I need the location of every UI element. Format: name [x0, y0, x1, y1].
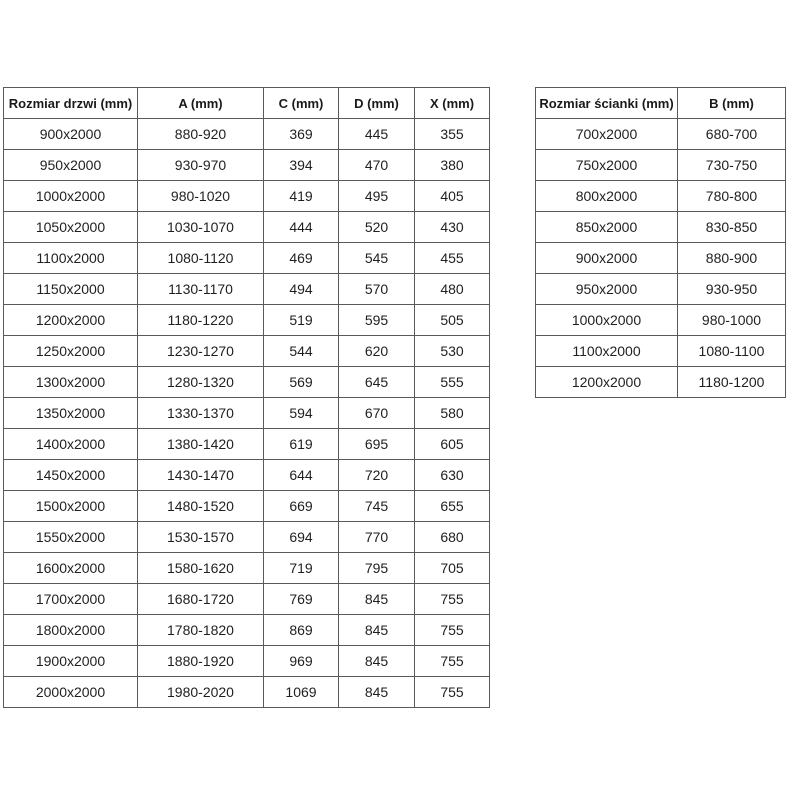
- table-cell: 1069: [264, 677, 339, 708]
- table-cell: 644: [264, 460, 339, 491]
- table-row: [4, 243, 490, 274]
- table-row: [4, 212, 490, 243]
- table-cell: 394: [264, 150, 339, 181]
- table-cell: 1780-1820: [138, 615, 264, 646]
- table-cell: 750x2000: [536, 150, 678, 181]
- door-table-header: [4, 88, 490, 119]
- table-cell: 1000x2000: [4, 181, 138, 212]
- table-cell: 869: [264, 615, 339, 646]
- table-row: [4, 429, 490, 460]
- table-cell: 1550x2000: [4, 522, 138, 553]
- table-cell: 594: [264, 398, 339, 429]
- table-cell: 845: [339, 646, 415, 677]
- table-cell: 645: [339, 367, 415, 398]
- table-cell: 695: [339, 429, 415, 460]
- table-cell: 950x2000: [4, 150, 138, 181]
- table-cell: 1350x2000: [4, 398, 138, 429]
- table-cell: 700x2000: [536, 119, 678, 150]
- table-cell: 355: [415, 119, 490, 150]
- table-row: [4, 305, 490, 336]
- table-cell: 1500x2000: [4, 491, 138, 522]
- header-row: [536, 88, 786, 119]
- table-cell: 705: [415, 553, 490, 584]
- column-header: Rozmiar ścianki (mm): [536, 88, 678, 119]
- table-row: [4, 336, 490, 367]
- table-cell: 444: [264, 212, 339, 243]
- table-cell: 1180-1200: [678, 367, 786, 398]
- table-cell: 380: [415, 150, 490, 181]
- table-cell: 780-800: [678, 181, 786, 212]
- table-cell: 1400x2000: [4, 429, 138, 460]
- table-cell: 880-920: [138, 119, 264, 150]
- table-row: [536, 212, 786, 243]
- table-cell: 1100x2000: [536, 336, 678, 367]
- table-cell: 980-1000: [678, 305, 786, 336]
- table-cell: 930-970: [138, 150, 264, 181]
- table-row: [536, 274, 786, 305]
- table-cell: 655: [415, 491, 490, 522]
- table-cell: 755: [415, 677, 490, 708]
- table-cell: 845: [339, 677, 415, 708]
- table-cell: 619: [264, 429, 339, 460]
- table-cell: 1230-1270: [138, 336, 264, 367]
- table-cell: 670: [339, 398, 415, 429]
- table-cell: 845: [339, 615, 415, 646]
- table-cell: 470: [339, 150, 415, 181]
- table-cell: 1080-1100: [678, 336, 786, 367]
- table-cell: 755: [415, 646, 490, 677]
- table-cell: 1150x2000: [4, 274, 138, 305]
- wall-table-header: [536, 88, 786, 119]
- table-cell: 1480-1520: [138, 491, 264, 522]
- table-cell: 969: [264, 646, 339, 677]
- column-header: A (mm): [138, 88, 264, 119]
- table-cell: 1250x2000: [4, 336, 138, 367]
- table-cell: 1430-1470: [138, 460, 264, 491]
- table-cell: 1800x2000: [4, 615, 138, 646]
- wall-table-body: [536, 119, 786, 398]
- table-cell: 720: [339, 460, 415, 491]
- wall-size-table: [535, 87, 786, 398]
- table-cell: 1030-1070: [138, 212, 264, 243]
- table-cell: 455: [415, 243, 490, 274]
- table-cell: 980-1020: [138, 181, 264, 212]
- table-cell: 469: [264, 243, 339, 274]
- header-row: [4, 88, 490, 119]
- table-row: [536, 336, 786, 367]
- table-cell: 680-700: [678, 119, 786, 150]
- table-cell: 430: [415, 212, 490, 243]
- column-header: D (mm): [339, 88, 415, 119]
- table-row: [4, 119, 490, 150]
- table-cell: 950x2000: [536, 274, 678, 305]
- table-row: [4, 491, 490, 522]
- column-header: C (mm): [264, 88, 339, 119]
- table-cell: 800x2000: [536, 181, 678, 212]
- table-cell: 1600x2000: [4, 553, 138, 584]
- table-cell: 505: [415, 305, 490, 336]
- table-row: [536, 119, 786, 150]
- table-row: [536, 367, 786, 398]
- table-row: [4, 677, 490, 708]
- table-cell: 520: [339, 212, 415, 243]
- table-cell: 1000x2000: [536, 305, 678, 336]
- table-row: [4, 274, 490, 305]
- table-cell: 1700x2000: [4, 584, 138, 615]
- column-header: X (mm): [415, 88, 490, 119]
- table-cell: 1200x2000: [4, 305, 138, 336]
- table-cell: 880-900: [678, 243, 786, 274]
- table-cell: 544: [264, 336, 339, 367]
- table-row: [4, 150, 490, 181]
- table-cell: 845: [339, 584, 415, 615]
- table-cell: 630: [415, 460, 490, 491]
- table-cell: 555: [415, 367, 490, 398]
- table-cell: 850x2000: [536, 212, 678, 243]
- table-cell: 605: [415, 429, 490, 460]
- table-row: [4, 615, 490, 646]
- table-row: [4, 181, 490, 212]
- table-cell: 900x2000: [4, 119, 138, 150]
- table-cell: 745: [339, 491, 415, 522]
- table-cell: 1980-2020: [138, 677, 264, 708]
- door-size-table: [3, 87, 490, 708]
- table-row: [4, 646, 490, 677]
- table-cell: 369: [264, 119, 339, 150]
- table-row: [4, 584, 490, 615]
- table-row: [536, 305, 786, 336]
- table-cell: 1880-1920: [138, 646, 264, 677]
- table-cell: 620: [339, 336, 415, 367]
- table-cell: 830-850: [678, 212, 786, 243]
- table-cell: 445: [339, 119, 415, 150]
- table-cell: 1680-1720: [138, 584, 264, 615]
- table-cell: 1580-1620: [138, 553, 264, 584]
- table-cell: 595: [339, 305, 415, 336]
- table-cell: 730-750: [678, 150, 786, 181]
- table-cell: 1380-1420: [138, 429, 264, 460]
- table-cell: 495: [339, 181, 415, 212]
- table-cell: 1330-1370: [138, 398, 264, 429]
- table-cell: 755: [415, 615, 490, 646]
- table-cell: 900x2000: [536, 243, 678, 274]
- table-cell: 1080-1120: [138, 243, 264, 274]
- table-cell: 669: [264, 491, 339, 522]
- table-cell: 545: [339, 243, 415, 274]
- table-row: [4, 553, 490, 584]
- table-cell: 419: [264, 181, 339, 212]
- table-cell: 1450x2000: [4, 460, 138, 491]
- table-cell: 1200x2000: [536, 367, 678, 398]
- table-cell: 2000x2000: [4, 677, 138, 708]
- table-cell: 570: [339, 274, 415, 305]
- table-cell: 755: [415, 584, 490, 615]
- column-header: B (mm): [678, 88, 786, 119]
- table-cell: 769: [264, 584, 339, 615]
- table-cell: 1900x2000: [4, 646, 138, 677]
- table-cell: 569: [264, 367, 339, 398]
- table-cell: 1100x2000: [4, 243, 138, 274]
- table-row: [536, 243, 786, 274]
- table-cell: 530: [415, 336, 490, 367]
- table-row: [4, 398, 490, 429]
- table-cell: 930-950: [678, 274, 786, 305]
- table-row: [4, 460, 490, 491]
- table-cell: 405: [415, 181, 490, 212]
- table-cell: 694: [264, 522, 339, 553]
- column-header: Rozmiar drzwi (mm): [4, 88, 138, 119]
- table-cell: 580: [415, 398, 490, 429]
- table-row: [4, 367, 490, 398]
- table-row: [4, 522, 490, 553]
- table-row: [536, 150, 786, 181]
- table-cell: 1050x2000: [4, 212, 138, 243]
- table-cell: 680: [415, 522, 490, 553]
- table-cell: 719: [264, 553, 339, 584]
- table-cell: 795: [339, 553, 415, 584]
- table-cell: 1180-1220: [138, 305, 264, 336]
- table-row: [536, 181, 786, 212]
- table-cell: 1530-1570: [138, 522, 264, 553]
- table-cell: 480: [415, 274, 490, 305]
- table-cell: 519: [264, 305, 339, 336]
- table-cell: 1280-1320: [138, 367, 264, 398]
- table-cell: 770: [339, 522, 415, 553]
- table-cell: 1300x2000: [4, 367, 138, 398]
- table-cell: 494: [264, 274, 339, 305]
- table-cell: 1130-1170: [138, 274, 264, 305]
- door-table-body: [4, 119, 490, 708]
